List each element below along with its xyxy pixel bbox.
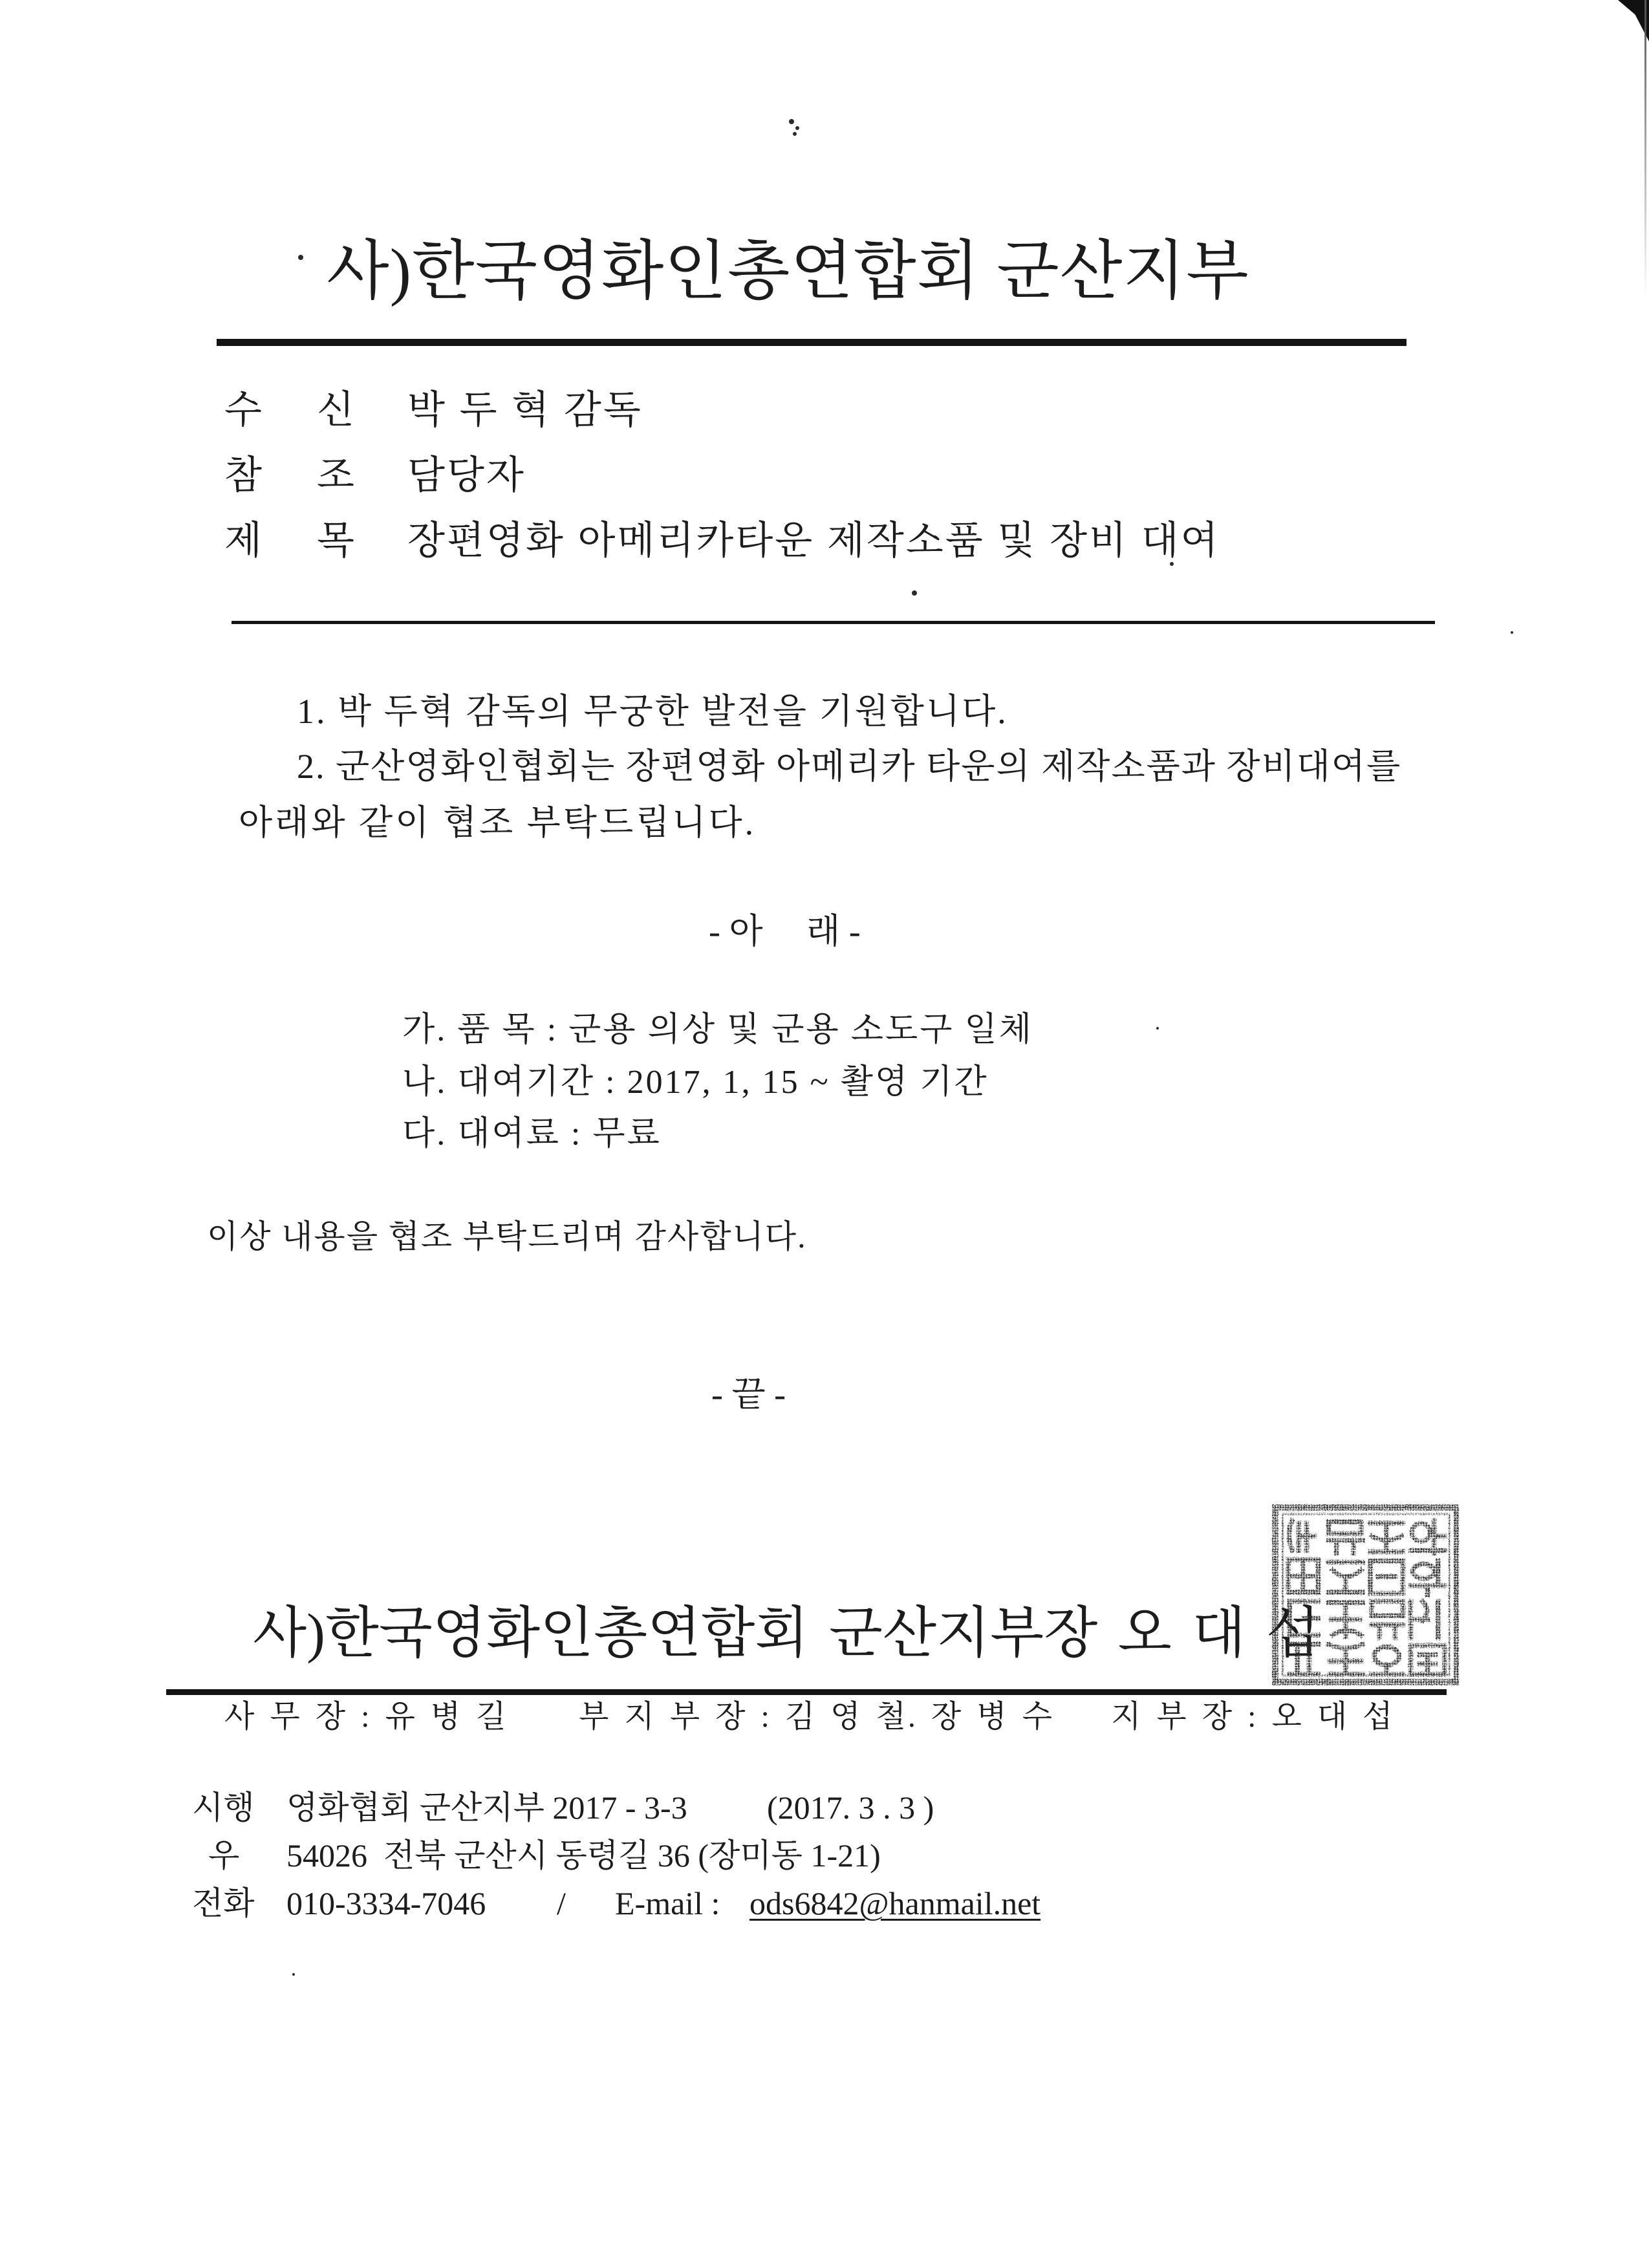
phone-number: 010-3334-7046 [286, 1885, 486, 1921]
phone-label: 전화 [192, 1885, 255, 1921]
title-underline [217, 339, 1406, 346]
issue-number: 영화협회 군산지부 2017 - 3-3 [286, 1789, 687, 1826]
scan-speck [292, 1973, 295, 1976]
scan-edge-line [1644, 0, 1646, 297]
email-label: E-mail : [615, 1885, 720, 1921]
scan-speck [1511, 631, 1513, 634]
recipient-label: 수 신 [224, 388, 354, 431]
closing-sentence: 이상 내용을 협조 부탁드리며 감사합니다. [207, 1218, 807, 1255]
request-paragraph-line2: 아래와 같이 협조 부탁드립니다. [239, 803, 757, 842]
scan-speck [789, 119, 794, 124]
staff-vice-heads: 부 지 부 장 : 김 영 철. 장 병 수 [579, 1700, 1055, 1734]
staff-secretary: 사 무 장 : 유 병 길 [224, 1700, 508, 1734]
reference-value: 담당자 [407, 453, 526, 497]
detail-item-period: 나. 대여기간 : 2017, 1, 15 ~ 촬영 기간 [402, 1064, 989, 1101]
request-paragraph-line1: 2. 군산영화인협회는 장편영화 아메리카 타운의 제작소품과 장비대여를 [297, 747, 1402, 786]
official-seal-icon [1271, 1503, 1460, 1687]
address-label: 우 [208, 1837, 240, 1874]
meta-divider [232, 621, 1435, 624]
subject-value: 장편영화 아메리카타운 제작소품 및 장비 대여 [407, 519, 1220, 562]
document-title: 사)한국영화인총연합회 군산지부 [327, 235, 1249, 307]
scan-speck [793, 132, 797, 136]
greeting-paragraph: 1. 박 두혁 감독의 무궁한 발전을 기원합니다. [297, 692, 1008, 731]
signature-line: 사)한국영화인총연합회 군산지부장 오 대 섭 [253, 1602, 1320, 1664]
reference-label: 참 조 [224, 453, 354, 497]
seal-glyphs [1288, 1520, 1445, 1674]
issue-label: 시행 [192, 1789, 255, 1826]
scan-speck [298, 255, 303, 260]
staff-head: 지 부 장 : 오 대 섭 [1111, 1700, 1395, 1734]
address-value: 54026 전북 군산시 동령길 36 (장미동 1-21) [286, 1837, 881, 1874]
subject-label: 제 목 [224, 519, 354, 562]
seal-ink [1275, 1507, 1456, 1682]
scan-speck [795, 126, 799, 130]
signature-underline [166, 1689, 1447, 1695]
details-heading: - 아 래 - [709, 912, 861, 951]
scan-speck [1170, 562, 1174, 566]
contact-separator: / [557, 1885, 566, 1921]
recipient-value: 박 두 혁 감독 [407, 388, 643, 431]
scan-speck [912, 590, 917, 596]
detail-item-fee: 다. 대여료 : 무료 [402, 1116, 662, 1152]
scan-speck [1156, 1027, 1159, 1030]
issue-date: (2017. 3 . 3 ) [767, 1789, 934, 1826]
end-mark: - 끝 - [711, 1375, 786, 1414]
detail-item-items: 가. 품 목 : 군용 의상 및 군용 소도구 일체 [402, 1011, 1033, 1048]
email-address: ods6842@hanmail.net [749, 1885, 1041, 1921]
